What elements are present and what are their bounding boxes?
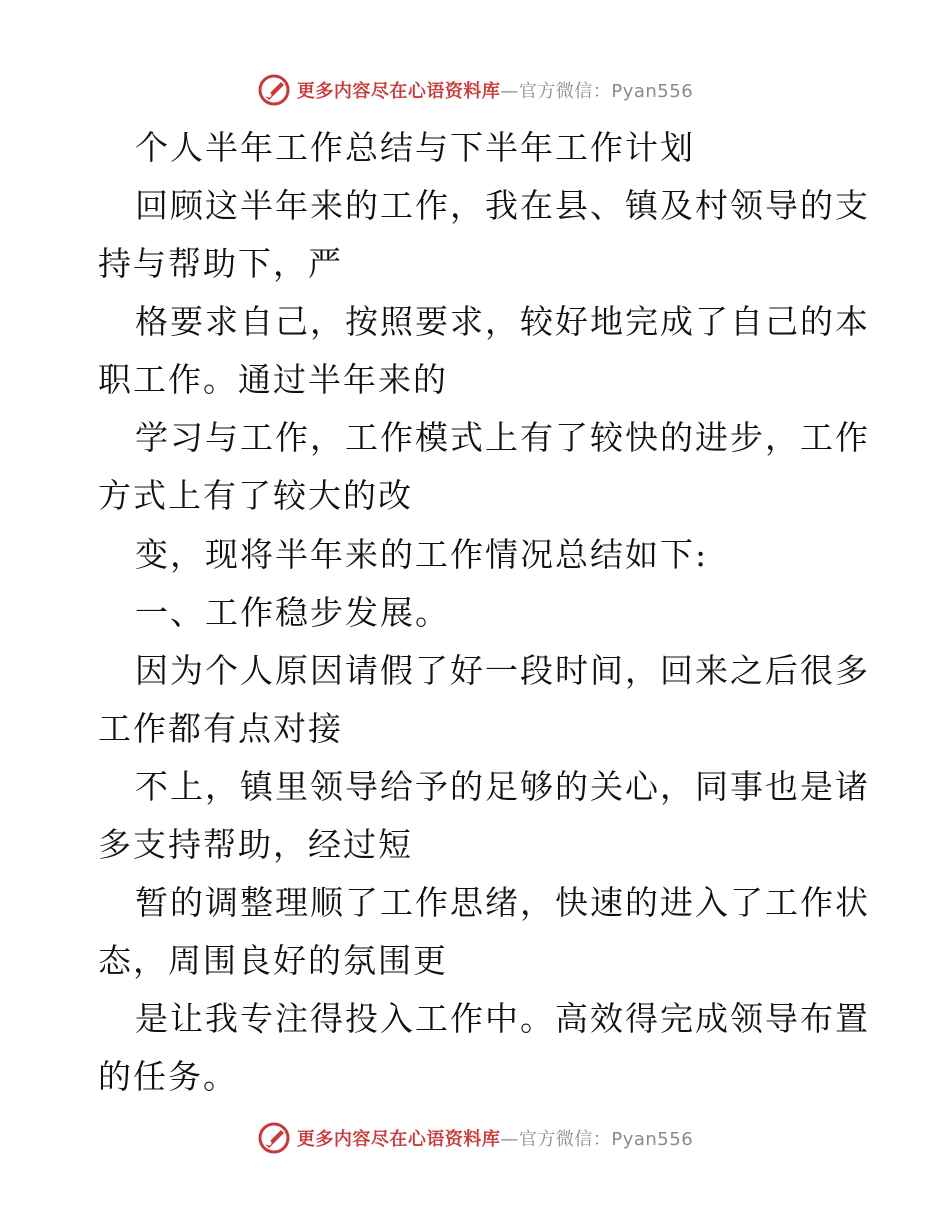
- banner-sub-text: —官方微信：Pyan556: [500, 1129, 694, 1150]
- paragraph-line: 态，周围良好的氛围更: [98, 941, 448, 980]
- banner-main-text: 更多内容尽在心语资料库: [296, 1129, 501, 1150]
- paragraph-line: 学习与工作，工作模式上有了较快的进步，工作: [135, 418, 870, 457]
- paragraph-line: 是让我专注得投入工作中。高效得完成领导布置: [135, 999, 870, 1038]
- section-heading: 一、工作稳步发展。: [135, 593, 450, 632]
- paragraph-line: 变，现将半年来的工作情况总结如下:: [135, 535, 709, 574]
- paragraph-line: 的任务。: [98, 1057, 238, 1096]
- banner-main-text: 更多内容尽在心语资料库: [296, 81, 501, 102]
- paragraph-line: 不上，镇里领导给予的足够的关心，同事也是诸: [135, 767, 870, 806]
- paragraph-line: 持与帮助下，严: [98, 244, 343, 283]
- document-title: 个人半年工作总结与下半年工作计划: [135, 128, 695, 167]
- banner-sub-text: —官方微信：Pyan556: [500, 81, 694, 102]
- paragraph-line: 工作都有点对接: [98, 709, 343, 748]
- footer-watermark-banner: [0, 1118, 950, 1158]
- paragraph-line: 方式上有了较大的改: [98, 476, 413, 515]
- paragraph-line: 暂的调整理顺了工作思绪，快速的进入了工作状: [135, 883, 870, 922]
- paragraph-line: 格要求自己，按照要求，较好地完成了自己的本: [135, 302, 870, 341]
- paragraph-line: 多支持帮助，经过短: [98, 825, 413, 864]
- paragraph-line: 因为个人原因请假了好一段时间，回来之后很多: [135, 651, 870, 690]
- quill-seal-icon: [257, 1121, 291, 1155]
- paragraph-line: 职工作。通过半年来的: [98, 360, 448, 399]
- paragraph-line: 回顾这半年来的工作，我在县、镇及村领导的支: [135, 186, 870, 225]
